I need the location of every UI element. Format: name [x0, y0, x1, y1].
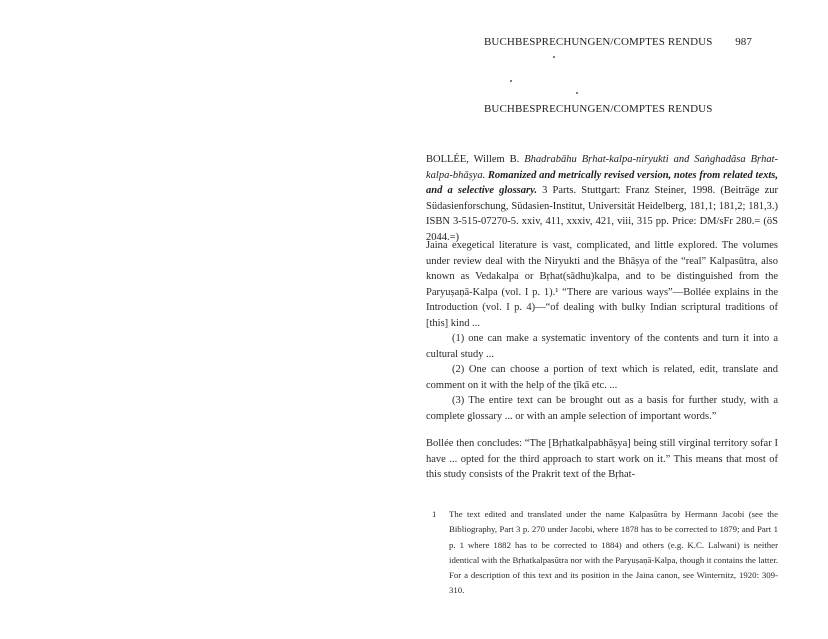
- review-conclusion: [426, 436, 778, 483]
- footnote: [426, 507, 778, 599]
- body-paragraph-option-1: (1) one can make a systematic inventory of the contents and turn it into a cultural study ...: [426, 333, 778, 360]
- body-paragraph-option-3: (3) The entire text can be brought out as a basis for further study, with a complete glossary ... or with an ample selection of important words.”: [426, 395, 778, 422]
- review-body: [426, 238, 778, 424]
- footnote-number: 1: [432, 509, 437, 519]
- reference-subtitle: Romanized and metrically revised version, notes from related texts, and a selective glossary.: [426, 169, 778, 196]
- book-reference: [426, 152, 778, 245]
- scan-speck: [553, 56, 555, 58]
- running-header: [484, 36, 804, 52]
- scan-speck: [510, 80, 512, 82]
- reference-details: 3 Parts. Stuttgart: Franz Steiner, 1998. (Beiträge zur Südasienforschung, Südasien-Institut, Universität Heidelberg, 181,1; 181,2; 181,3.) ISBN 3-515-07270-5. xxiv, 411, xxxiv, 421, viii, 315 pp. Price: DM/sFr 280.= (öS 2044.=): [426, 185, 778, 243]
- body-paragraph-option-2: (2) One can choose a portion of text which is related, edit, translate and comment on it with the help of the ṭīkā etc. ...: [426, 364, 778, 391]
- reference-title: Bhadrabāhu Bṛhat-kalpa-niryukti and Saṅghadāsa Bṛhat-kalpa-bhāṣya.: [426, 154, 779, 181]
- running-title: BUCHBESPRECHUNGEN/COMPTES RENDUS: [484, 36, 713, 48]
- conclusion-paragraph: Bollée then concludes: “The [Bṛhatkalpabhāṣya] being still virginal territory sofar I have ... opted for the third approach to start work on it.” This means that most of this study consists of the Prakrit text of the Bṛhat-: [426, 438, 778, 480]
- footnote-text: The text edited and translated under the name Kalpasūtra by Hermann Jacobi (see the Bibliography, Part 3 p. 270 under Jacobi, where 1878 has to be corrected to 1879; and Part 1 p. 1 where 1882 has to be corrected to 1884) and others (e.g. K.C. Lalwani) is neither identical with the Bṛhatkalpasūtra nor with the Paryuṣaṇā-Kalpa, though it contains the latter. For a description of this text and its position in the Jaina canon, see Winternitz, 1920: 309-310.: [449, 509, 778, 596]
- body-paragraph-intro: Jaina exegetical literature is vast, complicated, and little explored. The volumes under review deal with the Niryukti and the Bhāṣya of the “real” Kalpasūtra, also known as Vedakalpa or Bṛhat(sādhu)kalpa, and to be distinguished from the Paryuṣaṇā-Kalpa (vol. I p. 1).¹ “There are various ways”—Bollée explains in the Introduction (vol. I p. 4)—“of dealing with bulky Indian scriptural traditions of [this] kind ...: [426, 240, 778, 329]
- reference-author: BOLLÉE, Willem B.: [426, 154, 520, 165]
- section-heading: BUCHBESPRECHUNGEN/COMPTES RENDUS: [484, 103, 713, 115]
- scan-speck: [576, 92, 578, 94]
- page-number: 987: [735, 36, 752, 48]
